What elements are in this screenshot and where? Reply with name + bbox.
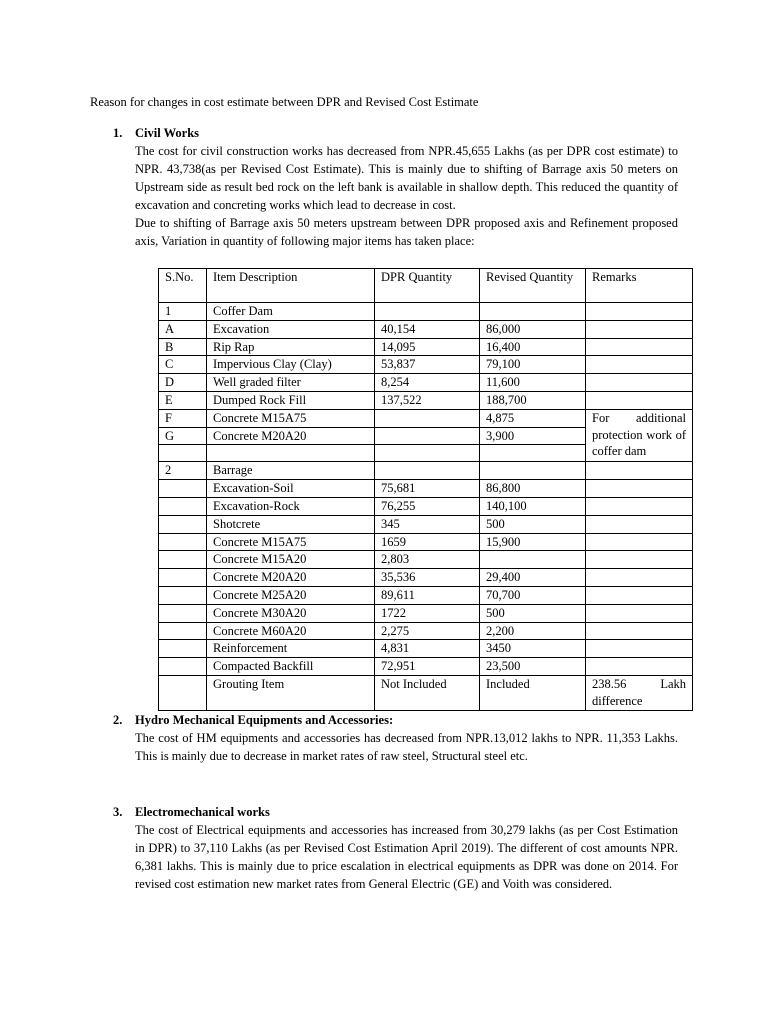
cell-remarks	[586, 356, 693, 374]
cell-sno	[159, 622, 207, 640]
cell-remarks	[586, 569, 693, 587]
section-title: Hydro Mechanical Equipments and Accessories:	[135, 713, 394, 727]
cell-dpr-quantity: 53,837	[375, 356, 480, 374]
cell-item-description: Impervious Clay (Clay)	[207, 356, 375, 374]
section-hydro-mechanical	[113, 711, 678, 765]
section-number: 1.	[113, 126, 123, 140]
cell-dpr-quantity: 2,803	[375, 551, 480, 569]
cell-revised-quantity: 15,900	[480, 533, 586, 551]
cell-dpr-quantity	[375, 303, 480, 321]
table-row	[159, 374, 693, 392]
column-header: Item Description	[207, 269, 375, 303]
table-row	[159, 551, 693, 569]
table-row	[159, 658, 693, 676]
paragraph: Due to shifting of Barrage axis 50 meters upstream between DPR proposed axis and Refinement proposed axis, Variation in quantity of following major items has taken place:	[135, 216, 678, 248]
cell-revised-quantity: 70,700	[480, 586, 586, 604]
cell-remarks	[586, 374, 693, 392]
cell-revised-quantity	[480, 462, 586, 480]
cell-item-description: Excavation-Rock	[207, 497, 375, 515]
cell-sno: 2	[159, 462, 207, 480]
quantity-variation-table	[158, 268, 693, 711]
column-header: Remarks	[586, 269, 693, 303]
table-row	[159, 515, 693, 533]
cell-sno: D	[159, 374, 207, 392]
section-heading	[113, 803, 678, 821]
column-header: S.No.	[159, 269, 207, 303]
cell-item-description: Concrete M60A20	[207, 622, 375, 640]
table-row	[159, 338, 693, 356]
section-title: Electromechanical works	[135, 805, 270, 819]
cell-dpr-quantity	[375, 462, 480, 480]
cell-sno: 1	[159, 303, 207, 321]
cell-sno	[159, 675, 207, 710]
cell-remarks	[586, 338, 693, 356]
cell-sno: C	[159, 356, 207, 374]
cell-item-description: Grouting Item	[207, 675, 375, 710]
section-body	[135, 142, 678, 250]
cell-remarks	[586, 622, 693, 640]
column-header: DPR Quantity	[375, 269, 480, 303]
cell-revised-quantity	[480, 303, 586, 321]
cell-revised-quantity: 500	[480, 515, 586, 533]
cell-revised-quantity	[480, 445, 586, 462]
cell-dpr-quantity: 14,095	[375, 338, 480, 356]
cell-revised-quantity: 11,600	[480, 374, 586, 392]
section-number: 3.	[113, 805, 123, 819]
cell-sno	[159, 569, 207, 587]
section-electromechanical	[113, 803, 678, 893]
cell-dpr-quantity: 8,254	[375, 374, 480, 392]
cell-revised-quantity: 188,700	[480, 391, 586, 409]
cell-sno	[159, 480, 207, 498]
cell-item-description: Concrete M20A20	[207, 427, 375, 445]
cell-remarks	[586, 497, 693, 515]
cell-dpr-quantity: 35,536	[375, 569, 480, 587]
paragraph: The cost of Electrical equipments and accessories has increased from 30,279 lakhs (as per Cost Estimation in DPR) to 37,110 Lakhs (as per Revised Cost Estimation April 2019). The different of cost amounts NPR. 6,381 lakhs. This is mainly due to price escalation in electrical equipments as DPR was done on 2014. For revised cost estimation new market rates from General Electric (GE) and Voith was considered.	[135, 823, 678, 891]
cell-dpr-quantity	[375, 445, 480, 462]
paragraph: The cost of HM equipments and accessories has decreased from NPR.13,012 lakhs to NPR. 11,353 Lakhs. This is mainly due to decrease in market rates of raw steel, Structural steel etc.	[135, 731, 678, 763]
cell-item-description	[207, 445, 375, 462]
cell-item-description: Rip Rap	[207, 338, 375, 356]
paragraph: The cost for civil construction works has decreased from NPR.45,655 Lakhs (as per DPR cost estimate) to NPR. 43,738(as per Revised Cost Estimate). This is mainly due to shifting of Barrage axis 50 meters on Upstream side as result bed rock on the left bank is available in shallow depth. This reduced the quantity of excavation and concreting works which lead to decrease in cost.	[135, 144, 678, 212]
cell-remarks	[586, 640, 693, 658]
cell-revised-quantity: 3,900	[480, 427, 586, 445]
cell-item-description: Well graded filter	[207, 374, 375, 392]
cell-item-description: Concrete M15A75	[207, 409, 375, 427]
cell-item-description: Excavation	[207, 320, 375, 338]
cell-revised-quantity: Included	[480, 675, 586, 710]
cell-revised-quantity: 140,100	[480, 497, 586, 515]
section-number: 2.	[113, 713, 123, 727]
cell-revised-quantity: 79,100	[480, 356, 586, 374]
cell-item-description: Reinforcement	[207, 640, 375, 658]
cell-sno	[159, 658, 207, 676]
table-header-row	[159, 269, 693, 303]
cell-sno	[159, 497, 207, 515]
cell-remarks	[586, 320, 693, 338]
cell-remarks	[586, 303, 693, 321]
table-row	[159, 604, 693, 622]
cell-dpr-quantity: 72,951	[375, 658, 480, 676]
table-row	[159, 480, 693, 498]
section-title: Civil Works	[135, 126, 200, 140]
cell-item-description: Concrete M30A20	[207, 604, 375, 622]
cell-remarks: 238.56 Lakh difference	[586, 675, 693, 710]
cell-item-description: Shotcrete	[207, 515, 375, 533]
cell-dpr-quantity	[375, 409, 480, 427]
cell-dpr-quantity: 1659	[375, 533, 480, 551]
table-row	[159, 622, 693, 640]
cell-revised-quantity: 86,800	[480, 480, 586, 498]
cell-revised-quantity: 16,400	[480, 338, 586, 356]
cell-remarks	[586, 533, 693, 551]
table-row	[159, 462, 693, 480]
cell-dpr-quantity: 137,522	[375, 391, 480, 409]
cell-revised-quantity: 23,500	[480, 658, 586, 676]
cell-revised-quantity: 86,000	[480, 320, 586, 338]
cell-revised-quantity	[480, 551, 586, 569]
cell-remarks	[586, 658, 693, 676]
cell-item-description: Coffer Dam	[207, 303, 375, 321]
cell-sno	[159, 604, 207, 622]
cell-sno: E	[159, 391, 207, 409]
cell-sno	[159, 533, 207, 551]
cell-dpr-quantity: 1722	[375, 604, 480, 622]
cell-revised-quantity: 500	[480, 604, 586, 622]
cell-remarks	[586, 515, 693, 533]
cell-sno	[159, 640, 207, 658]
cell-sno	[159, 551, 207, 569]
cell-remarks: For additional protection work of coffer dam	[586, 409, 693, 462]
cell-dpr-quantity: 76,255	[375, 497, 480, 515]
cell-item-description: Compacted Backfill	[207, 658, 375, 676]
table-row	[159, 569, 693, 587]
cell-sno: G	[159, 427, 207, 445]
cell-revised-quantity: 3450	[480, 640, 586, 658]
section-body	[135, 729, 678, 765]
cell-item-description: Excavation-Soil	[207, 480, 375, 498]
cell-remarks	[586, 551, 693, 569]
cell-dpr-quantity: Not Included	[375, 675, 480, 710]
cell-revised-quantity: 4,875	[480, 409, 586, 427]
cell-revised-quantity: 2,200	[480, 622, 586, 640]
table-row	[159, 675, 693, 710]
cell-dpr-quantity: 89,611	[375, 586, 480, 604]
section-heading	[113, 711, 678, 729]
cell-remarks	[586, 462, 693, 480]
cell-item-description: Barrage	[207, 462, 375, 480]
table-row	[159, 586, 693, 604]
cell-item-description: Concrete M15A75	[207, 533, 375, 551]
cell-dpr-quantity	[375, 427, 480, 445]
cell-dpr-quantity: 345	[375, 515, 480, 533]
table-row	[159, 356, 693, 374]
cell-remarks	[586, 391, 693, 409]
cell-sno	[159, 445, 207, 462]
cell-revised-quantity: 29,400	[480, 569, 586, 587]
cell-sno: A	[159, 320, 207, 338]
table-row	[159, 303, 693, 321]
cell-item-description: Concrete M20A20	[207, 569, 375, 587]
table-row	[159, 497, 693, 515]
cell-remarks	[586, 604, 693, 622]
table-row	[159, 409, 693, 427]
cell-dpr-quantity: 40,154	[375, 320, 480, 338]
table-row	[159, 533, 693, 551]
cell-sno	[159, 515, 207, 533]
section-body	[135, 821, 678, 893]
cell-dpr-quantity: 4,831	[375, 640, 480, 658]
cell-sno: B	[159, 338, 207, 356]
table-row	[159, 320, 693, 338]
cell-remarks	[586, 586, 693, 604]
cell-item-description: Concrete M25A20	[207, 586, 375, 604]
cell-dpr-quantity: 2,275	[375, 622, 480, 640]
column-header: Revised Quantity	[480, 269, 586, 303]
section-civil-works	[113, 124, 678, 250]
table-row	[159, 640, 693, 658]
cell-item-description: Dumped Rock Fill	[207, 391, 375, 409]
document-heading: Reason for changes in cost estimate between DPR and Revised Cost Estimate	[90, 95, 479, 109]
cell-dpr-quantity: 75,681	[375, 480, 480, 498]
cell-item-description: Concrete M15A20	[207, 551, 375, 569]
cell-sno	[159, 586, 207, 604]
section-heading	[113, 124, 678, 142]
table-row	[159, 391, 693, 409]
cell-sno: F	[159, 409, 207, 427]
cell-remarks	[586, 480, 693, 498]
